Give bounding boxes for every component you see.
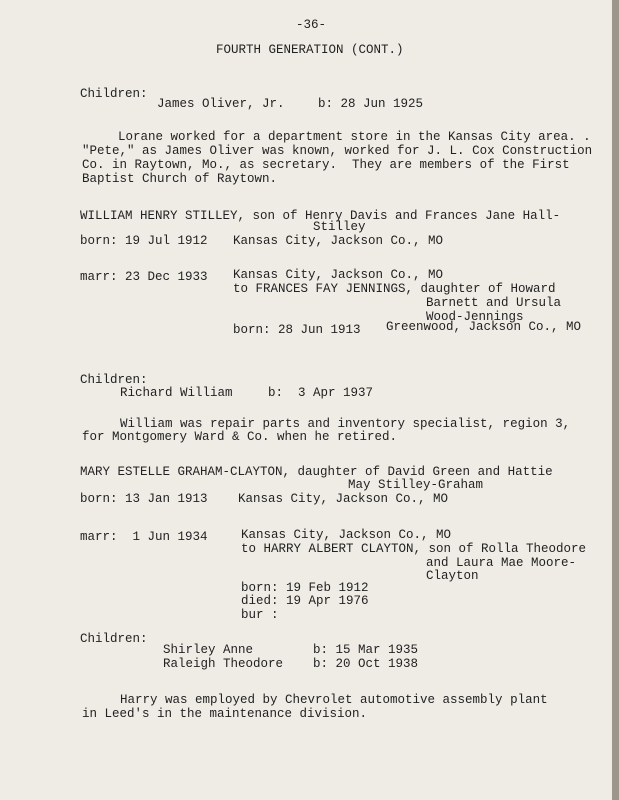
children-label: Children: xyxy=(80,373,148,387)
person-name-cont: Stilley xyxy=(313,220,366,234)
spouse-line: and Laura Mae Moore- xyxy=(426,556,577,570)
birth-place: Kansas City, Jackson Co., MO xyxy=(238,492,449,506)
child-birth: b: 28 Jun 1925 xyxy=(318,97,424,111)
paragraph-line: "Pete," as James Oliver was known, worked for J. L. Cox Construction xyxy=(82,144,593,158)
child-birth: b: 3 Apr 1937 xyxy=(268,386,374,400)
child-birth: b: 20 Oct 1938 xyxy=(313,657,419,671)
marriage-date: marr: 23 Dec 1933 xyxy=(80,270,208,284)
marriage-date: marr: 1 Jun 1934 xyxy=(80,530,208,544)
paragraph-line: Baptist Church of Raytown. xyxy=(82,172,278,186)
paragraph-line: in Leed's in the maintenance division. xyxy=(82,707,368,721)
children-label: Children: xyxy=(80,87,148,101)
person-name-cont: May Stilley-Graham xyxy=(348,478,484,492)
child-name: Raleigh Theodore xyxy=(163,657,284,671)
child-name: Richard William xyxy=(120,386,233,400)
child-name: James Oliver, Jr. xyxy=(157,97,285,111)
spouse-birth-date: born: 28 Jun 1913 xyxy=(233,323,361,337)
spouse-line: Clayton xyxy=(426,569,479,583)
paragraph-line: William was repair parts and inventory specialist, region 3, xyxy=(120,417,571,431)
paragraph-line: Lorane worked for a department store in the Kansas City area. . xyxy=(118,130,591,144)
spouse-line: Barnett and Ursula xyxy=(426,296,562,310)
spouse-death: died: 19 Apr 1976 xyxy=(241,594,369,608)
birth-date: born: 19 Jul 1912 xyxy=(80,234,208,248)
spouse-burial: bur : xyxy=(241,608,279,622)
page-heading: FOURTH GENERATION (CONT.) xyxy=(216,43,404,57)
spouse-line: Wood-Jennings xyxy=(426,310,524,324)
paragraph-line: for Montgomery Ward & Co. when he retired. xyxy=(82,430,398,444)
birth-date: born: 13 Jan 1913 xyxy=(80,492,208,506)
person-name: WILLIAM HENRY STILLEY, son of Henry Davis and Frances Jane Hall- xyxy=(80,209,561,223)
spouse-birth-place: Greenwood, Jackson Co., MO xyxy=(386,320,582,334)
birth-place: Kansas City, Jackson Co., MO xyxy=(233,234,444,248)
marriage-place: Kansas City, Jackson Co., MO xyxy=(233,268,444,282)
child-name: Shirley Anne xyxy=(163,643,254,657)
marriage-place: Kansas City, Jackson Co., MO xyxy=(241,528,452,542)
spouse-line: to HARRY ALBERT CLAYTON, son of Rolla Theodore xyxy=(241,542,587,556)
child-birth: b: 15 Mar 1935 xyxy=(313,643,419,657)
paragraph-line: Harry was employed by Chevrolet automotive assembly plant xyxy=(120,693,548,707)
paragraph-line: Co. in Raytown, Mo., as secretary. They are members of the First xyxy=(82,158,570,172)
page-edge xyxy=(612,0,619,800)
children-label: Children: xyxy=(80,632,148,646)
spouse-birth: born: 19 Feb 1912 xyxy=(241,581,369,595)
spouse-line: to FRANCES FAY JENNINGS, daughter of Howard xyxy=(233,282,556,296)
person-name: MARY ESTELLE GRAHAM-CLAYTON, daughter of David Green and Hattie xyxy=(80,465,553,479)
page-number: -36- xyxy=(296,18,327,32)
